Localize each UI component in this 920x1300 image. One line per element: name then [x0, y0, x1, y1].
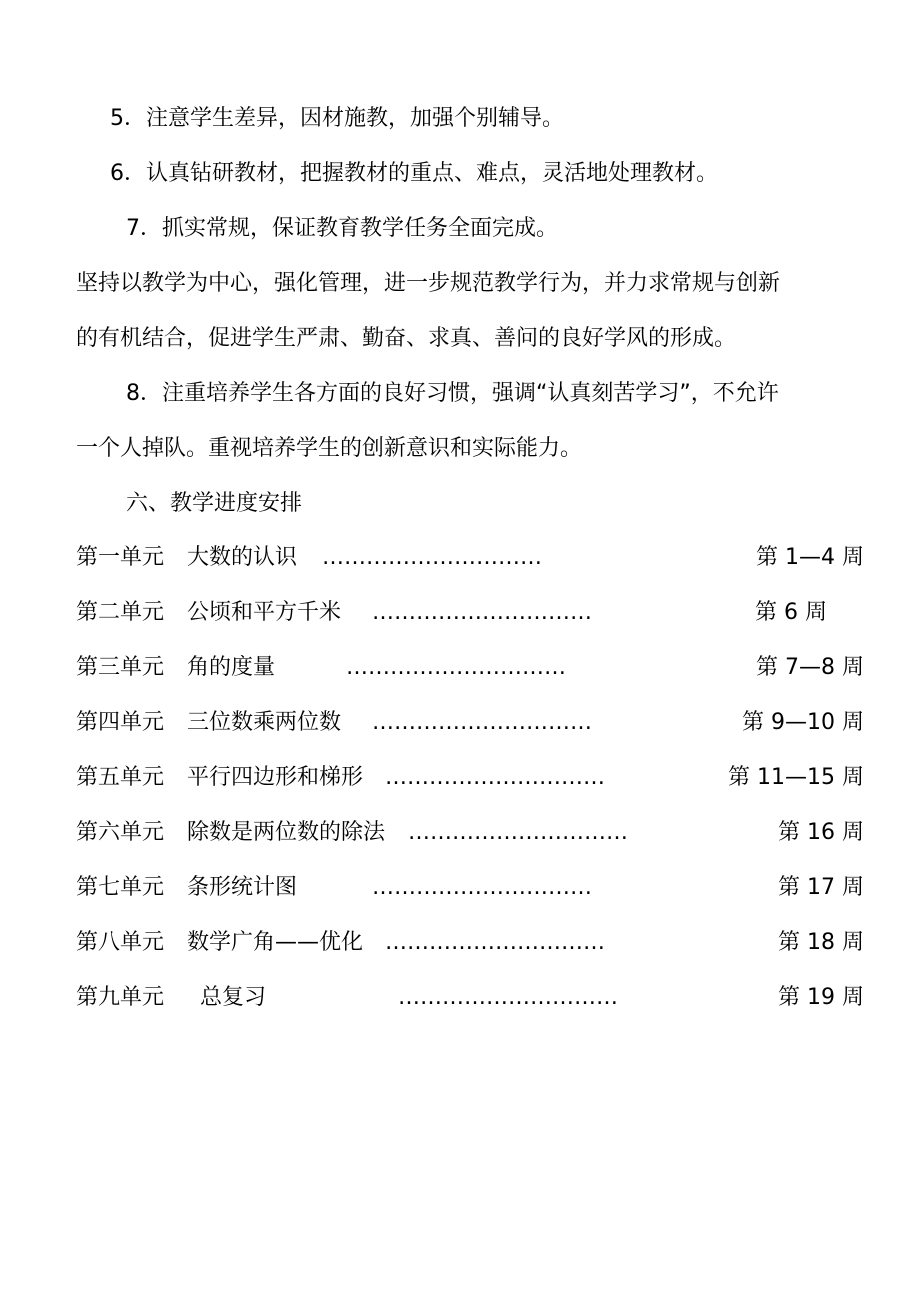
paragraph-routine-line-1: 坚持以教学为中心，强化管理，进一步规范教学行为，并力求常规与创新: [76, 271, 781, 296]
schedule-title: 数学广角——优化: [187, 930, 364, 955]
schedule-leader-dots: …………………………: [372, 710, 592, 735]
schedule-title: 除数是两位数的除法: [187, 820, 386, 845]
schedule-row: [76, 928, 864, 958]
schedule-title: 公顷和平方千米: [187, 600, 342, 625]
schedule-title: 三位数乘两位数: [187, 710, 342, 735]
paragraph-item-6: 6．认真钻研教材，把握教材的重点、难点，灵活地处理教材。: [110, 161, 718, 186]
schedule-title: 条形统计图: [187, 875, 298, 900]
schedule-week: 第 16 周: [778, 820, 864, 845]
schedule-row: [76, 598, 864, 628]
schedule-unit: 第五单元: [76, 765, 165, 790]
schedule-unit: 第九单元: [76, 985, 165, 1010]
schedule-unit: 第三单元: [76, 655, 165, 680]
schedule-unit: 第一单元: [76, 545, 165, 570]
schedule-unit: 第二单元: [76, 600, 165, 625]
section-heading: 六、教学进度安排: [126, 491, 303, 516]
schedule-title: 大数的认识: [187, 545, 298, 570]
schedule-week: 第 17 周: [778, 875, 864, 900]
schedule-leader-dots: …………………………: [398, 985, 618, 1010]
schedule-week: 第 18 周: [778, 930, 864, 955]
schedule-unit: 第四单元: [76, 710, 165, 735]
schedule-row: [76, 763, 864, 793]
schedule-week: 第 1—4 周: [756, 545, 864, 570]
schedule-week: 第 7—8 周: [756, 655, 864, 680]
schedule-title: 角的度量: [187, 655, 276, 680]
schedule-week: 第 6 周: [755, 600, 827, 625]
schedule-unit: 第六单元: [76, 820, 165, 845]
schedule-row: [76, 543, 864, 573]
schedule-leader-dots: …………………………: [408, 820, 628, 845]
schedule-week: 第 9—10 周: [742, 710, 864, 735]
schedule-title: 平行四边形和梯形: [187, 765, 364, 790]
paragraph-item-8-line-1: 8．注重培养学生各方面的良好习惯，强调“认真刻苦学习”，不允许: [126, 381, 779, 406]
paragraph-item-7: 7．抓实常规，保证教育教学任务全面完成。: [126, 216, 558, 241]
schedule-row: [76, 708, 864, 738]
schedule-leader-dots: …………………………: [385, 765, 605, 790]
paragraph-routine-line-2: 的有机结合，促进学生严肃、勤奋、求真、善问的良好学风的形成。: [76, 326, 737, 351]
schedule-row: [76, 653, 864, 683]
schedule-row: [76, 983, 864, 1013]
schedule-unit: 第八单元: [76, 930, 165, 955]
schedule-week: 第 19 周: [778, 985, 864, 1010]
schedule-title: 总复习: [200, 985, 267, 1010]
schedule-week: 第 11—15 周: [728, 765, 864, 790]
schedule-leader-dots: …………………………: [346, 655, 566, 680]
paragraph-item-8-line-2: 一个人掉队。重视培养学生的创新意识和实际能力。: [76, 436, 583, 461]
schedule-leader-dots: …………………………: [372, 875, 592, 900]
paragraph-item-5: 5．注意学生差异，因材施教，加强个别辅导。: [110, 106, 564, 131]
schedule-row: [76, 873, 864, 903]
schedule-leader-dots: …………………………: [372, 600, 592, 625]
schedule-row: [76, 818, 864, 848]
schedule-unit: 第七单元: [76, 875, 165, 900]
schedule-leader-dots: …………………………: [322, 545, 542, 570]
schedule-leader-dots: …………………………: [385, 930, 605, 955]
